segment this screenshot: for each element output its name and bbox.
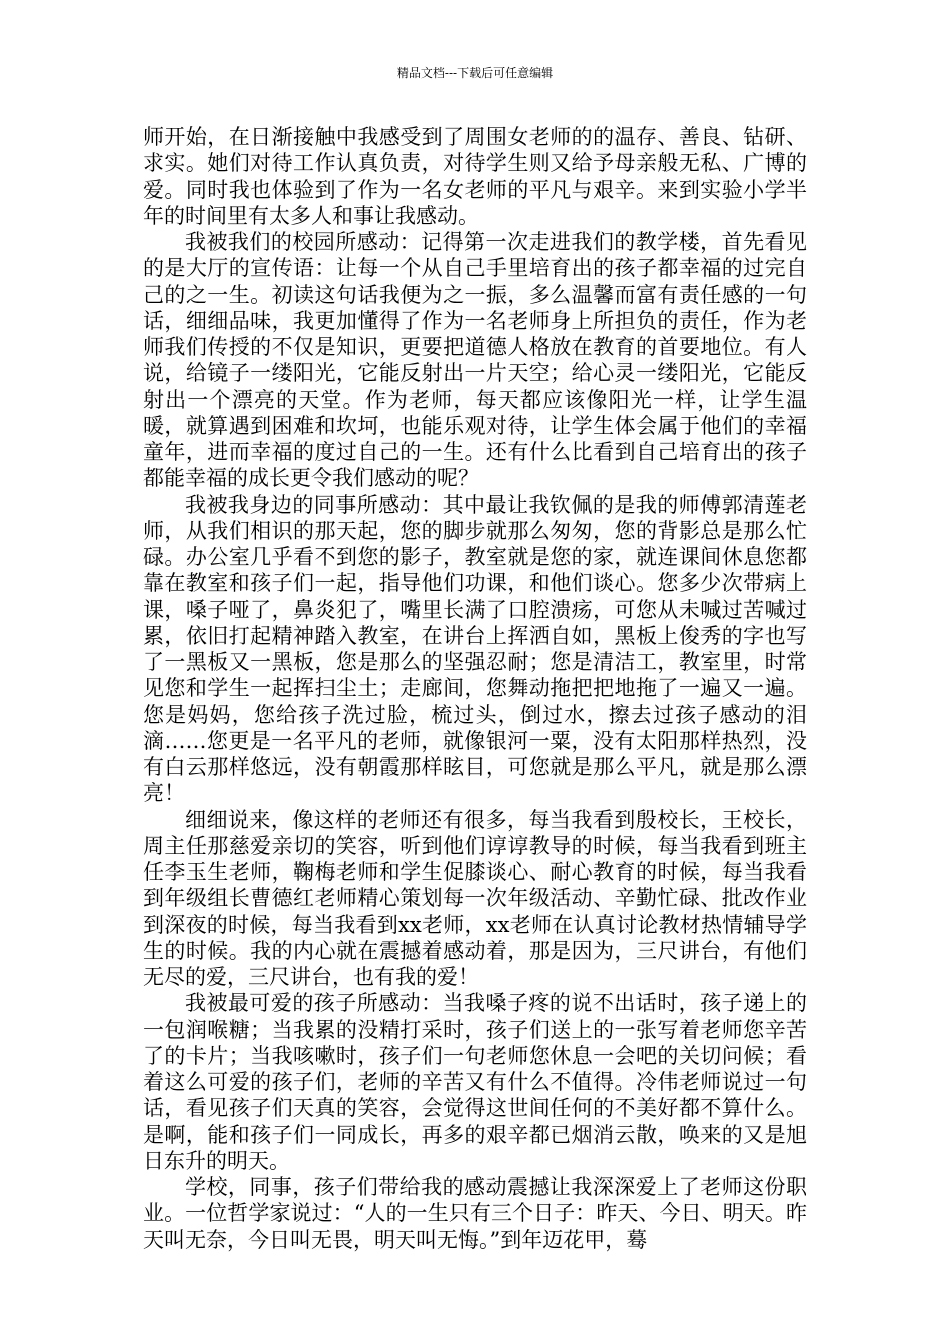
page-header: 精品文档---下载后可任意编辑 <box>396 66 554 80</box>
paragraph-5: 我被最可爱的孩子所感动：当我嗓子疼的说不出话时，孩子递上的一包润喉糖；当我累的没精打采时，孩子们送上的一张写着老师您辛苦了的卡片；当我咳嗽时，孩子们一句老师您休息一会吧的关切问候；看着这么可爱的孩子们，老师的辛苦又有什么不值得。冷伟老师说过一句话，看见孩子们天真的笑容，会觉得这世间任何的不美好都不算什么。是啊，能和孩子们一同成长，再多的艰辛都已烟消云散，唤来的又是旭日东升的明天。 <box>143 991 807 1173</box>
paragraph-3: 我被我身边的同事所感动：其中最让我钦佩的是我的师傅郭清莲老师，从我们相识的那天起，您的脚步就那么匆匆，您的背影总是那么忙碌。办公室几乎看不到您的影子，教室就是您的家，就连课间休息您都靠在教室和孩子们一起，指导他们功课，和他们谈心。您多少次带病上课，嗓子哑了，鼻炎犯了，嘴里长满了口腔溃疡，可您从未喊过苦喊过累，依旧打起精神踏入教室，在讲台上挥洒自如，黑板上俊秀的字也写了一黑板又一黑板，您是那么的坚强忍耐；您是清洁工，教室里，时常见您和学生一起挥扫尘土；走廊间，您舞动拖把把地拖了一遍又一遍。您是妈妈，您给孩子洗过脸，梳过头，倒过水，擦去过孩子感动的泪滴……您更是一名平凡的老师，就像银河一粟，没有太阳那样热烈，没有白云那样悠远，没有朝霞那样眩目，可您就是那么平凡，就是那么漂亮！ <box>143 492 807 806</box>
document-body <box>143 124 807 1253</box>
paragraph-4: 细细说来，像这样的老师还有很多，每当我看到殷校长，王校长，周主任那慈爱亲切的笑容，听到他们谆谆教导的时候，每当我看到班主任李玉生老师，鞠梅老师和学生促膝谈心、耐心教育的时候，每当我看到年级组长曹德红老师精心策划每一次年级活动、辛勤忙碌、批改作业到深夜的时候，每当我看到xx老师，xx老师在认真讨论教材热情辅导学生的时候。我的内心就在震撼着感动着，那是因为，三尺讲台，有他们无尽的爱，三尺讲台，也有我的爱！ <box>143 807 807 989</box>
paragraph-1: 师开始，在日渐接触中我感受到了周围女老师的的温存、善良、钻研、求实。她们对待工作认真负责，对待学生则又给予母亲般无私、广博的爱。同时我也体验到了作为一名女老师的平凡与艰辛。来到实验小学半年的时间里有太多人和事让我感动。 <box>143 125 807 228</box>
paragraph-6: 学校，同事，孩子们带给我的感动震撼让我深深爱上了老师这份职业。一位哲学家说过：“人的一生只有三个日子：昨天、今日、明天。昨天叫无奈，今日叫无畏，明天叫无悔。”到年迈花甲，蓦 <box>143 1175 807 1252</box>
paragraph-2: 我被我们的校园所感动：记得第一次走进我们的教学楼，首先看见的是大厅的宣传语：让每一个从自己手里培育出的孩子都幸福的过完自己的之一生。初读这句话我便为之一振，多么温馨而富有责任感的一句话，细细品味，我更加懂得了作为一名老师身上所担负的责任，作为老师我们传授的不仅是知识，更要把道德人格放在教育的首要地位。有人说，给镜子一缕阳光，它能反射出一片天空；给心灵一缕阳光，它能反射出一个漂亮的天堂。作为老师，每天都应该像阳光一样，让学生温暖，就算遇到困难和坎坷，也能乐观对待，让学生体会属于他们的幸福童年，进而幸福的度过自己的一生。还有什么比看到自己培育出的孩子都能幸福的成长更令我们感动的呢？ <box>143 230 807 491</box>
